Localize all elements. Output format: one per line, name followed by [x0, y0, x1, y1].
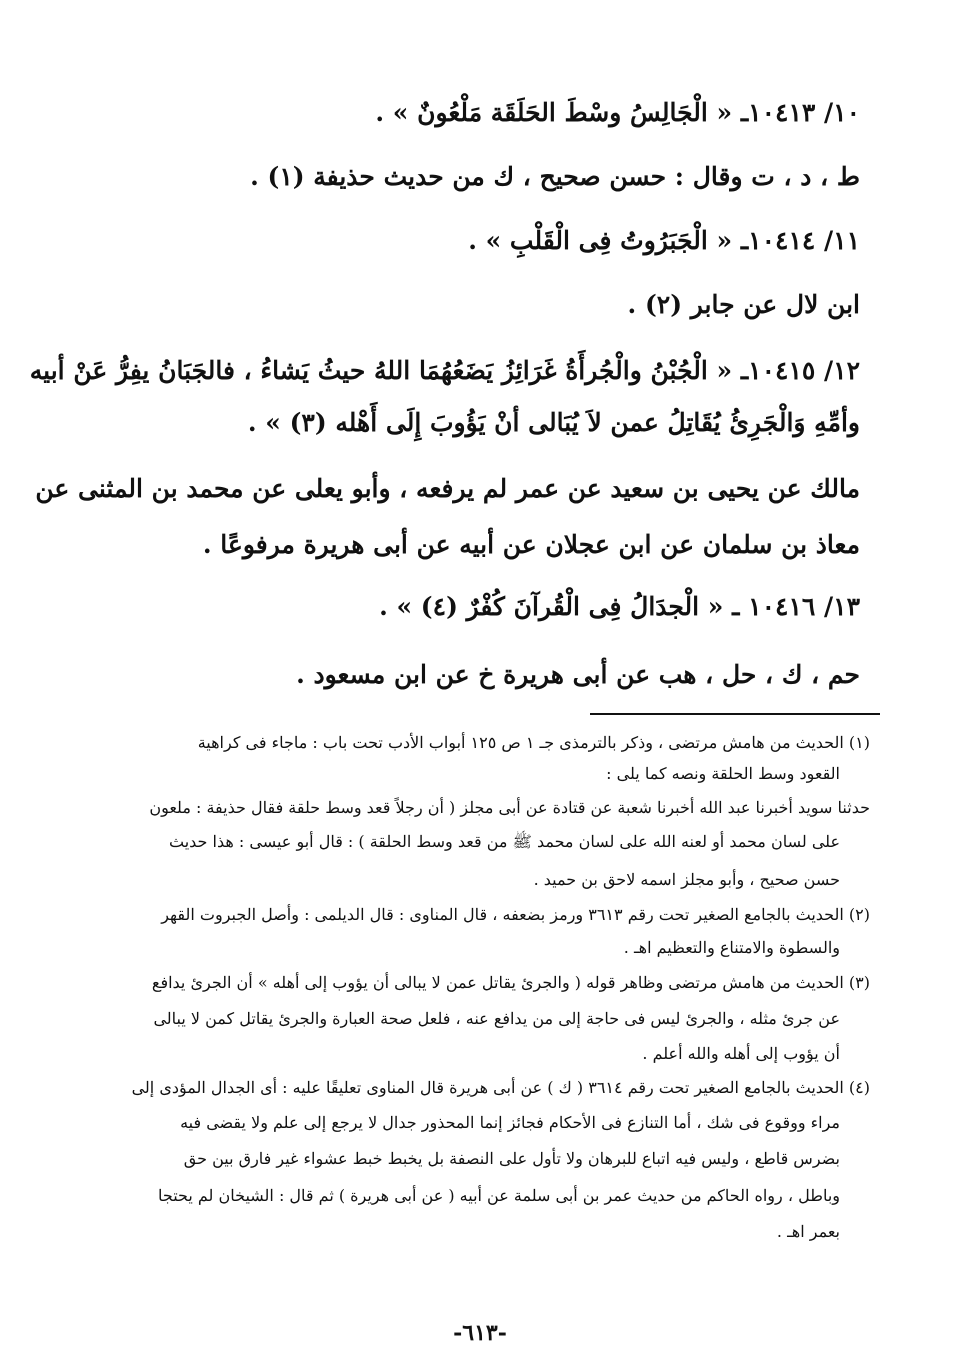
footnote-4-line-5: بعمر اهـ .	[776, 1222, 840, 1241]
entry-10416-source: حم ، ك ، حل ، هب عن أبى هريرة خ عن ابن مسعود .	[296, 660, 860, 689]
footnote-2-line-2: والسطوة والامتناع والتعظيم اهـ .	[623, 938, 840, 957]
entry-10415-line-2: وأمِّهِ وَالْجَرِئُ يُقَاتِلُ عمن لاَ يُبَالى أنْ يَؤُوبَ إِلَى أَهْله (٣) » .	[247, 408, 860, 437]
footnote-3-line-2: عن جرئ مثله ، والجرئ ليس فى حاجة إلى من يدافع عنه ، فلعل صحة العبارة والجرئ يقاتل كمن لا يبالى	[153, 1009, 840, 1028]
page-number: -٦١٣-	[453, 1320, 507, 1346]
footnote-3-line-3: أن يؤوب إلى أهله والله أعلم .	[642, 1044, 840, 1063]
entry-10413-source: ط ، د ، ت وقال : حسن صحيح ، ك من حديث حذيفة (١) .	[250, 162, 860, 191]
entry-10415-line-1: ١٢/ ١٠٤١٥ـ « الْجُبْنُ والْجُرأَةُ غَرَائِزُ يَضَعُهُمَا اللهُ حيثُ يَشاءُ ، فالجَبَانُ يفِرُّ عَنْ أبيه	[29, 356, 860, 385]
entry-10416-line: ١٣/ ١٠٤١٦ ـ « الْجدَالُ فِى الْقُرآنَ كُفْرٌ (٤) » .	[379, 592, 860, 621]
footnote-4-line-3: بضرس قاطع ، وليس فيه اتباع للبرهان ولا تأول على النصفة بل يخبط خبط عشواء غير فارق بين حق	[183, 1149, 840, 1168]
footnote-4-line-2: مراء ووقوع فى شك ، أما التنازع فى الأحكام فجائز إنما المحذور جدال لا يرجع إلى علم ولا يقضى فيه	[180, 1113, 840, 1132]
footnote-4-line-1: (٤) الحديث بالجامع الصغير تحت رقم ٣٦١٤ ( ك ) عن أبى هريرة قال المناوى تعليقًا عليه : أى الجدال المؤدى إلى	[131, 1078, 870, 1097]
footnote-3-line-1: (٣) الحديث من هامش مرتضى وظاهر قوله ( والجرئ يقاتل عمن لا يبالى أن يؤوب إلى أهله » أن الجرئ يدافع	[151, 973, 870, 992]
entry-10414-line: ١١/ ١٠٤١٤ـ « الْجَبَرُوتُ فِى الْقَلْبِ » .	[468, 226, 860, 255]
entry-10414-source: ابن لال عن جابر (٢) .	[627, 290, 860, 319]
footnote-1-line-4: على لسان محمد أو لعنه الله على لسان محمد ﷺ من قعد وسط الحلقة ) : قال أبو عيسى : هذا حديث	[168, 832, 840, 851]
footnote-4-line-4: وباطل ، رواه الحاكم من حديث عمر بن أبى سلمة عن أبيه ( عن أبى هريرة ) ثم قال : الشيخان لم يحتجا	[157, 1186, 840, 1205]
footnote-1-line-1: (١) الحديث من هامش مرتضى ، وذكر بالترمذى جـ ١ ص ١٢٥ أبواب الأدب تحت باب : ماجاء فى كراهية	[197, 733, 870, 752]
entry-10415-source-1: مالك عن يحيى بن سعيد عن عمر لم يرفعه ، وأبو يعلى عن محمد بن المثنى عن	[35, 474, 860, 503]
footnote-1-line-5: حسن صحيح ، وأبو مجلز اسمه لاحق بن حميد .	[533, 870, 840, 889]
entry-10415-source-2: معاذ بن سلمان عن ابن عجلان عن أبيه عن أبى هريرة مرفوعًا .	[202, 530, 860, 559]
footnote-2-line-1: (٢) الحديث بالجامع الصغير تحت رقم ٣٦١٣ ورمز بضعفه ، قال المناوى : قال الديلمى : وأصل الجبروت القهر	[161, 905, 870, 924]
footnote-1-line-2: القعود وسط الحلقة ونصه كما يلى :	[606, 764, 840, 783]
footnote-separator	[590, 713, 880, 715]
entry-10413-line: ١٠/ ١٠٤١٣ـ « الْجَالِسُ وسْطَ الحَلَقَة مَلْعُونٌ » .	[375, 98, 860, 127]
footnote-1-line-3: حدثنا سويد أخبرنا عبد الله أخبرنا شعبة عن قتادة عن أبى مجلز ( أن رجلاً قعد وسط حلقة فقال حذيفة : ملعون	[149, 798, 870, 817]
